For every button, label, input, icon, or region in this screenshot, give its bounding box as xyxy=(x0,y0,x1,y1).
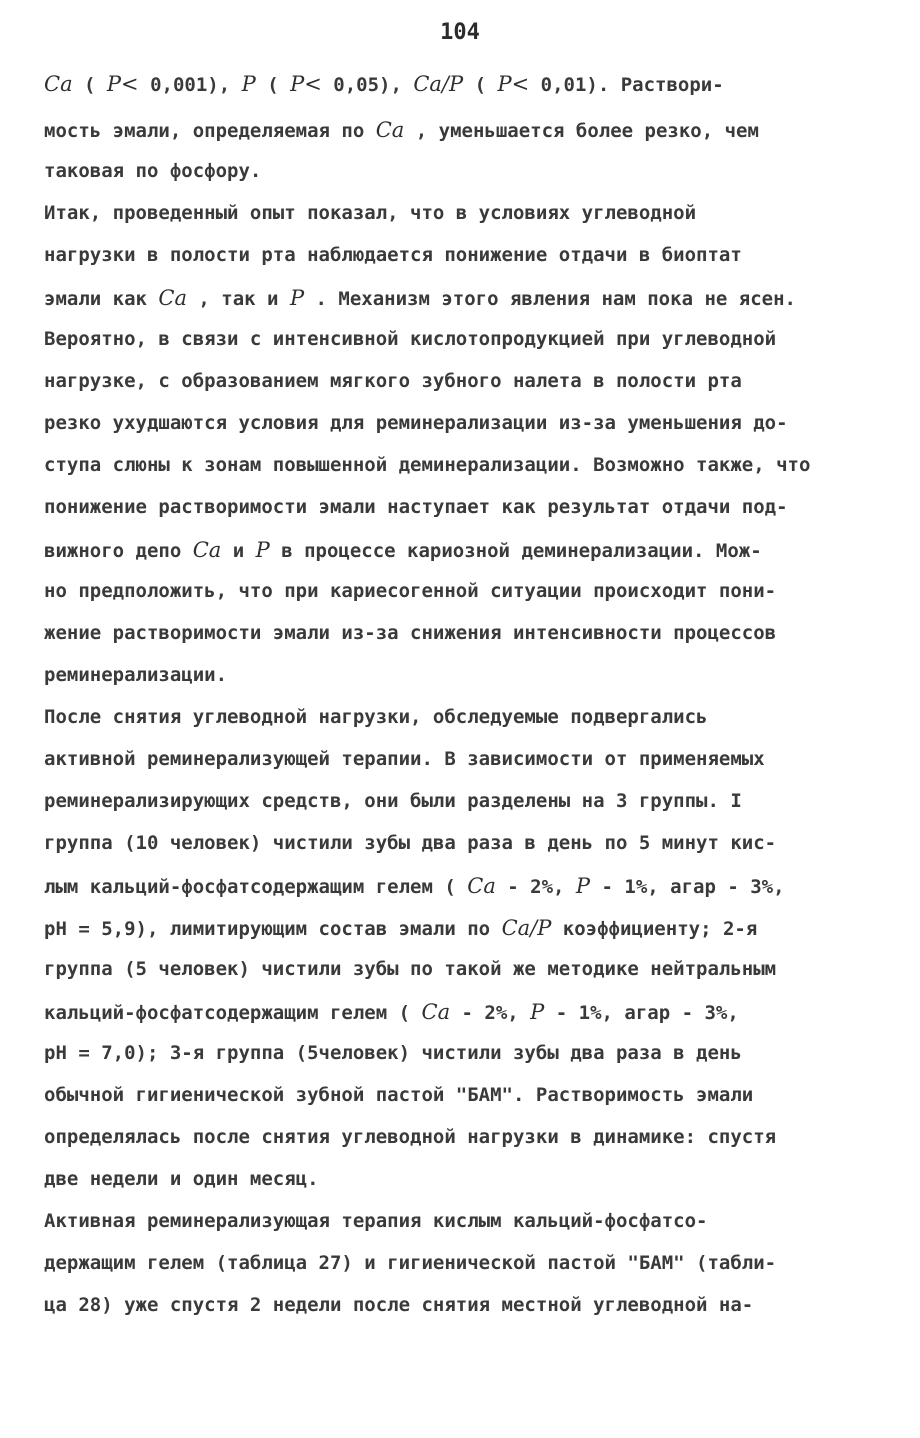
text-line xyxy=(44,496,880,518)
typed-text: Вероятно, в связи с интенсивной кислотопродукцией при углеводной xyxy=(44,328,777,350)
text-line xyxy=(44,622,880,644)
typed-text: и xyxy=(221,540,256,562)
handwritten-symbol: Ca/P xyxy=(413,72,464,96)
text-line xyxy=(44,328,880,350)
text-line xyxy=(44,958,880,980)
text-line xyxy=(44,538,880,562)
handwritten-symbol: Ca xyxy=(44,72,73,96)
typed-text: резко ухудшаются условия для реминерализации из-за уменьшения до- xyxy=(44,412,788,434)
text-line xyxy=(44,160,880,182)
typed-text: понижение растворимости эмали наступает как результат отдачи под- xyxy=(44,496,788,518)
text-line xyxy=(44,118,880,142)
handwritten-symbol: Ca/P xyxy=(501,916,552,940)
typed-text: 0,05), xyxy=(321,74,414,96)
typed-text: ( xyxy=(255,74,291,96)
typed-text: Итак, проведенный опыт показал, что в условиях углеводной xyxy=(44,202,697,224)
text-line xyxy=(44,706,880,728)
text-line xyxy=(44,412,880,434)
typed-text: - 1%, агар - 3%, xyxy=(544,1002,739,1024)
handwritten-symbol: Ca xyxy=(158,286,187,310)
handwritten-symbol: Ca xyxy=(375,118,405,142)
typed-text: ступа слюны к зонам повышенной деминерализации. Возможно также, что xyxy=(44,454,811,476)
text-line xyxy=(44,916,880,940)
text-line xyxy=(44,832,880,854)
typed-text: коэффициенту; 2-я xyxy=(551,918,758,940)
text-line xyxy=(44,286,880,310)
text-line xyxy=(44,1252,880,1274)
typed-text: обычной гигиенической зубной пастой "БАМ". Растворимость эмали xyxy=(44,1084,754,1106)
typed-text: - 1%, агар - 3%, xyxy=(590,876,785,898)
typed-text: , так и xyxy=(186,288,290,310)
typed-text: 0,01). Раствори- xyxy=(529,74,724,96)
text-line xyxy=(44,1042,880,1064)
typed-text: лым кальций-фосфатсодержащим гелем ( xyxy=(44,876,468,898)
typed-text: - 2%, xyxy=(450,1002,531,1024)
typed-text: активной реминерализующей терапии. В зависимости от применяемых xyxy=(44,748,765,770)
text-line xyxy=(44,874,880,898)
text-line xyxy=(44,790,880,812)
handwritten-symbol: P< xyxy=(290,72,322,96)
text-line xyxy=(44,370,880,392)
typed-text: мость эмали, определяемая по xyxy=(44,120,376,142)
typed-text: таковая по фосфору. xyxy=(44,160,262,182)
text-line xyxy=(44,72,880,96)
typed-text: pH = 5,9), лимитирующим состав эмали по xyxy=(44,918,502,940)
typed-text: кальций-фосфатсодержащим гелем ( xyxy=(44,1002,422,1024)
text-line xyxy=(44,454,880,476)
handwritten-symbol: P xyxy=(241,72,256,96)
typed-text: группа (10 человек) чистили зубы два раза в день по 5 минут кис- xyxy=(44,832,777,854)
typed-text: нагрузки в полости рта наблюдается понижение отдачи в биоптат xyxy=(44,244,742,266)
typed-text: в процессе кариозной деминерализации. Мож- xyxy=(269,540,762,562)
handwritten-symbol: Ca xyxy=(421,1000,451,1024)
text-line xyxy=(44,1294,880,1316)
handwritten-symbol: Ca xyxy=(467,874,496,898)
typed-text: 0,001), xyxy=(138,74,242,96)
text-line xyxy=(44,580,880,602)
typed-text: но предположить, что при кариесогенной ситуации происходит пони- xyxy=(44,580,777,602)
typed-text: pH = 7,0); 3-я группа (5человек) чистили зубы два раза в день xyxy=(44,1042,742,1064)
handwritten-symbol: Ca xyxy=(192,538,222,562)
handwritten-symbol: P xyxy=(255,538,270,562)
handwritten-symbol: P xyxy=(530,1000,545,1024)
text-line xyxy=(44,1000,880,1024)
typed-text: . Механизм этого явления нам пока не ясен. xyxy=(304,288,796,310)
text-line xyxy=(44,202,880,224)
text-line xyxy=(44,1126,880,1148)
text-line xyxy=(44,1084,880,1106)
text-line xyxy=(44,664,880,686)
typed-text: определялась после снятия углеводной нагрузки в динамике: спустя xyxy=(44,1126,777,1148)
handwritten-symbol: P xyxy=(289,286,305,310)
typed-text: жение растворимости эмали из-за снижения интенсивности процессов xyxy=(44,622,777,644)
typed-text: нагрузке, с образованием мягкого зубного налета в полости рта xyxy=(44,370,742,392)
typed-text: эмали как xyxy=(44,288,159,310)
text-line xyxy=(44,1210,880,1232)
typed-text: группа (5 человек) чистили зубы по такой же методике нейтральным xyxy=(44,958,777,980)
handwritten-symbol: P xyxy=(575,874,591,898)
page-number: 104 xyxy=(440,20,480,45)
text-line xyxy=(44,1168,880,1190)
typed-text: реминерализации. xyxy=(44,664,228,686)
typed-text: ца 28) уже спустя 2 недели после снятия местной углеводной на- xyxy=(44,1294,754,1316)
typed-text: - 2%, xyxy=(495,876,576,898)
typed-text: ( xyxy=(72,74,107,96)
text-line xyxy=(44,244,880,266)
typed-text: реминерализирующих средств, они были разделены на 3 группы. I xyxy=(44,790,742,812)
typed-text: держащим гелем (таблица 27) и гигиенической пастой "БАМ" (табли- xyxy=(44,1252,777,1274)
handwritten-symbol: P< xyxy=(106,72,139,96)
typed-text: вижного депо xyxy=(44,540,193,562)
typed-text: Активная реминерализующая терапия кислым кальций-фосфатсо- xyxy=(44,1210,708,1232)
typed-text: , уменьшается более резко, чем xyxy=(404,120,759,142)
handwritten-symbol: P< xyxy=(497,72,530,96)
typed-text: После снятия углеводной нагрузки, обследуемые подвергались xyxy=(44,706,708,728)
typed-text: две недели и один месяц. xyxy=(44,1168,319,1190)
text-line xyxy=(44,748,880,770)
typed-text: ( xyxy=(463,74,498,96)
